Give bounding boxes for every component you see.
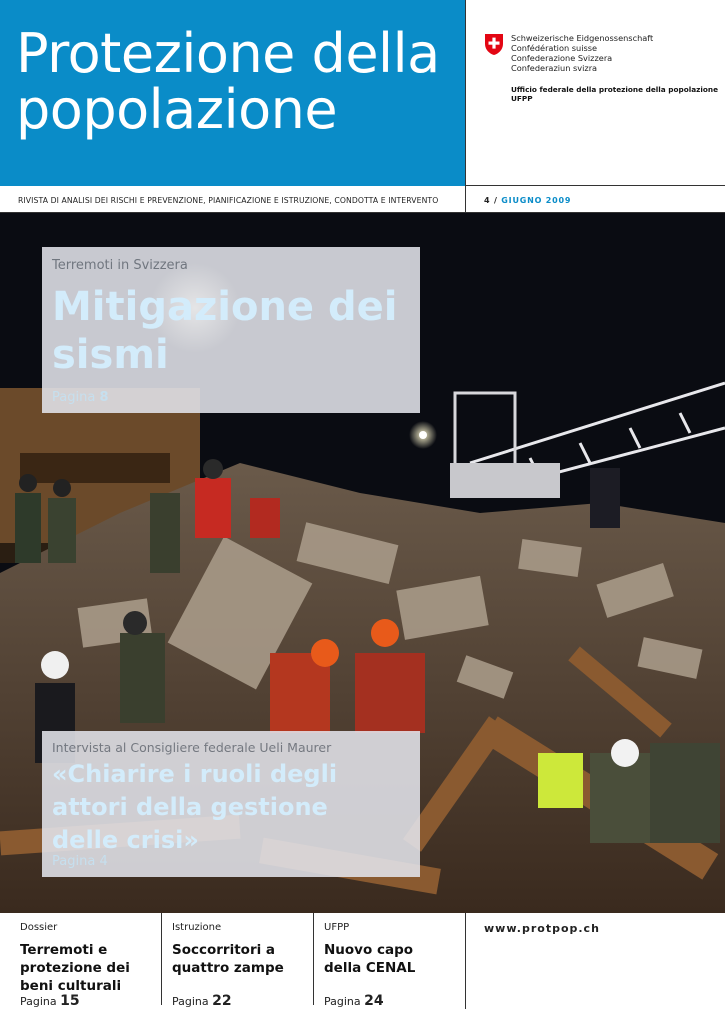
feature-bottom-title: «Chiarire i ruoli degli attori della gestione delle crisi» [52,760,338,854]
issue-number: 4 [484,196,491,205]
teaser-dossier-page-number: 15 [60,993,80,1009]
confederation-name-it: Confederazione Svizzera [511,53,613,63]
confederation-names [511,33,653,73]
confederation-name-de: Schweizerische Eidgenossenschaft [511,33,654,43]
column-divider [313,913,314,1005]
teaser-dossier-page [20,993,80,1009]
strapline: RIVISTA DI ANALISI DEI RISCHI E PREVENZIONE, PIANIFICAZIONE E ISTRUZIONE, CONDOTTA E INTERVENTO [18,196,439,205]
issue-separator: / [493,196,498,205]
teaser-dossier[interactable] [20,913,155,1009]
teaser-istruzione-page-label: Pagina [172,995,209,1008]
magazine-title: Protezione della popolazione [16,22,440,141]
issue-info [484,196,571,205]
teaser-ufpp-title: Nuovo capo della CENAL [324,942,416,976]
column-divider [465,913,466,1009]
column-divider [161,913,162,1005]
teaser-ufpp[interactable] [324,913,459,1009]
header-divider [465,0,466,212]
feature-bottom-page-number: 4 [99,854,108,869]
teaser-istruzione[interactable] [172,913,307,1009]
teaser-istruzione-page [172,993,232,1009]
teaser-dossier-label: Dossier [20,922,58,933]
website-link[interactable]: www.protpop.ch [484,922,600,935]
swiss-cross-shield-icon [484,33,504,56]
teaser-istruzione-title: Soccorritori a quattro zampe [172,942,284,976]
feature-bottom-page [52,854,108,869]
contents-teasers [0,913,725,1024]
feature-top-page [52,390,108,405]
teaser-ufpp-page-number: 24 [364,993,384,1009]
feature-top-title: Mitigazione dei sismi [52,284,398,378]
federal-identity [466,0,725,186]
confederation-name-rm: Confederaziun svizra [511,63,598,73]
teaser-ufpp-page-label: Pagina [324,995,361,1008]
feature-top-page-number: 8 [99,390,109,405]
teaser-dossier-title: Terremoti e protezione dei beni culturali [20,942,130,994]
teaser-ufpp-page [324,993,384,1009]
issue-date: GIUGNO 2009 [501,196,572,205]
feature-panel-top[interactable] [42,247,420,413]
feature-panel-bottom[interactable] [42,731,420,877]
cover-photo [0,213,725,913]
confederation-name-fr: Confédération suisse [511,43,598,53]
teaser-ufpp-label: UFPP [324,922,350,933]
feature-top-page-label: Pagina [52,390,96,405]
strapline-bar [0,186,725,213]
feature-top-kicker: Terremoti in Svizzera [52,258,188,273]
teaser-istruzione-page-number: 22 [212,993,232,1009]
feature-bottom-kicker: Intervista al Consigliere federale Ueli Maurer [52,740,332,755]
teaser-dossier-page-label: Pagina [20,995,57,1008]
masthead [0,0,465,186]
feature-bottom-page-label: Pagina [52,854,96,869]
federal-office-name: Ufficio federale della protezione della popolazione UFPP [511,85,719,103]
teaser-istruzione-label: Istruzione [172,922,222,933]
